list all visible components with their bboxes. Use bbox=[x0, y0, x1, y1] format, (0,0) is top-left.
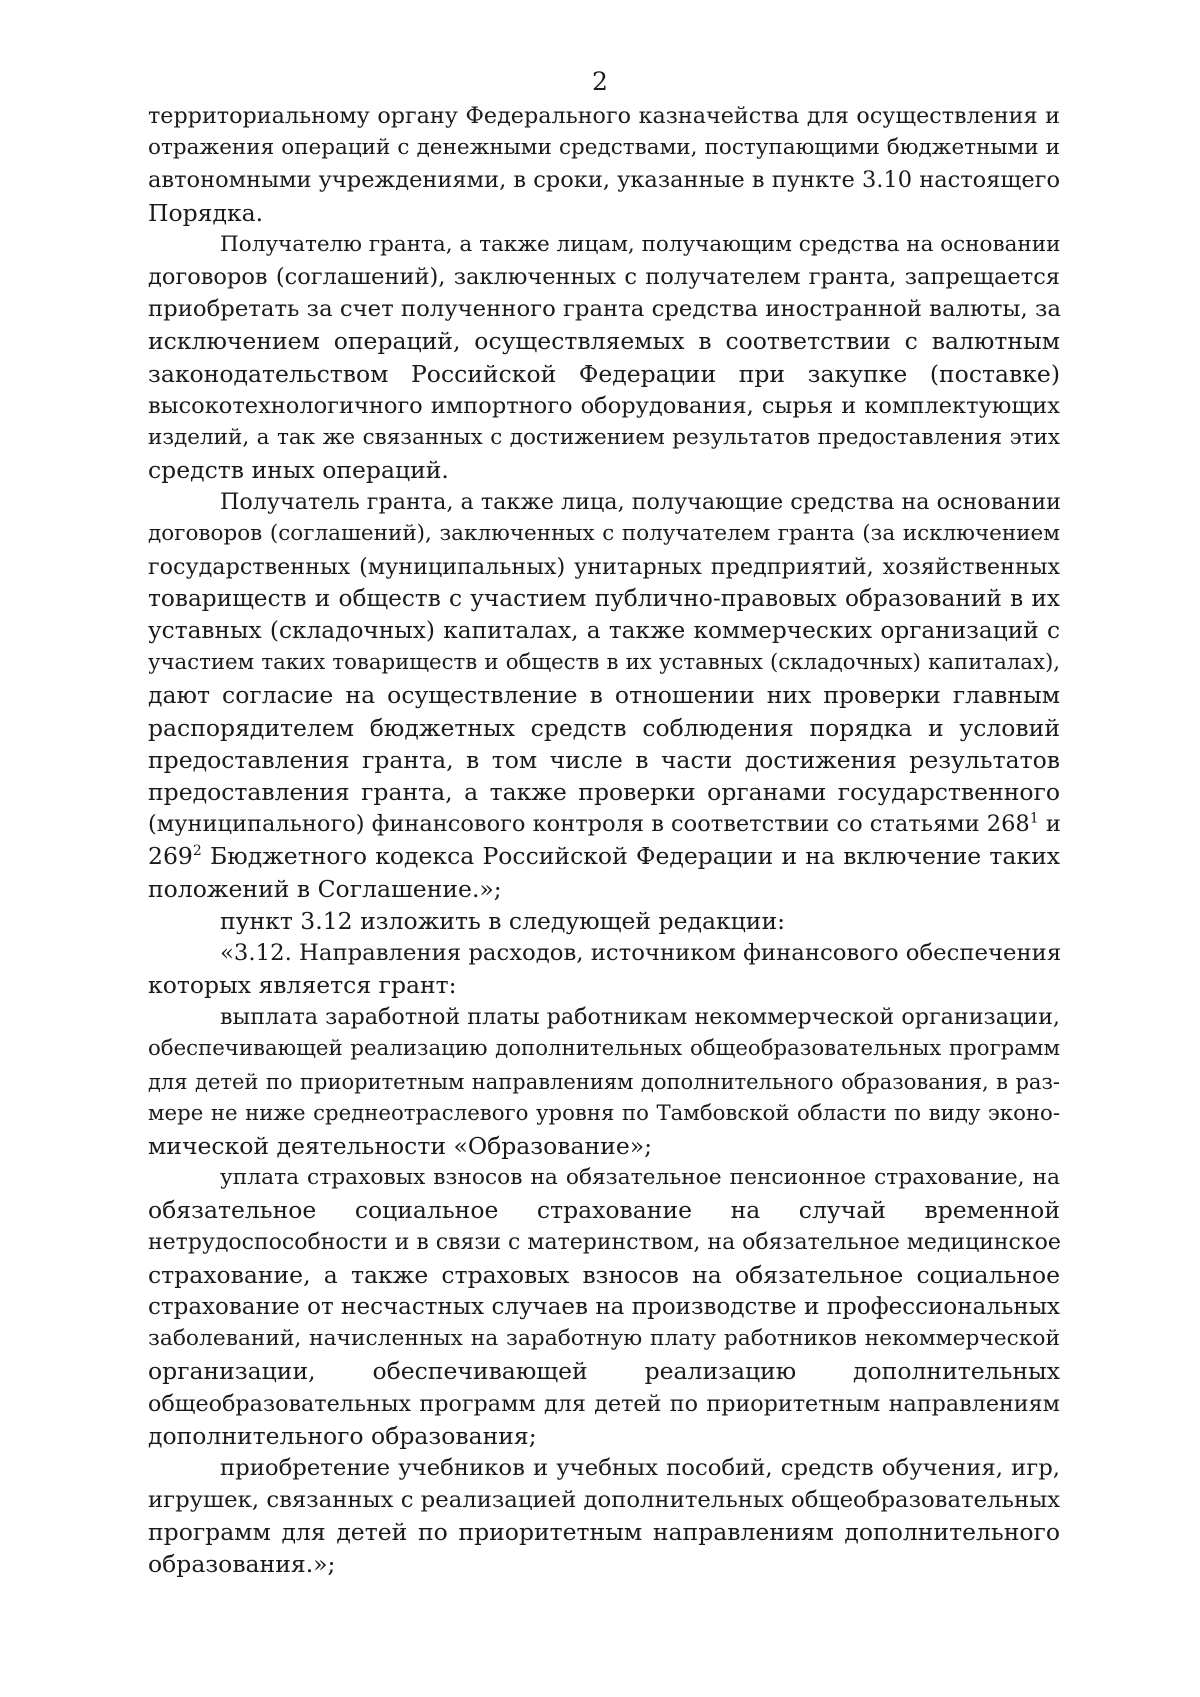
line-text: Получателю гранта, а также лицам, получающим средства на основании bbox=[220, 231, 1061, 257]
line-text: высокотехнологичного импортного оборудования, сырья и комплектующих bbox=[148, 392, 1060, 419]
superscript: 2 bbox=[192, 843, 202, 860]
text-line bbox=[148, 261, 1060, 293]
line-text: приобретать за счет полученного гранта средства иностранной валюты, за bbox=[148, 296, 1061, 323]
text-line bbox=[148, 132, 1060, 164]
text-line bbox=[148, 1194, 1060, 1226]
text-line bbox=[148, 229, 1060, 261]
text-line bbox=[148, 1548, 1060, 1580]
line-text: образования.»; bbox=[148, 1550, 336, 1579]
line-text: страхование от несчастных случаев на производстве и профессиональных bbox=[148, 1293, 1060, 1320]
line-text: дополнительного образования; bbox=[148, 1421, 537, 1450]
line-text: обязательное социальное страхование на случай временной bbox=[148, 1196, 1060, 1225]
text-line bbox=[148, 808, 1060, 840]
text-line bbox=[148, 873, 1060, 905]
line-text: Получатель гранта, а также лица, получающие средства на основании bbox=[220, 489, 1062, 516]
text-line bbox=[148, 969, 1060, 1001]
text-line bbox=[148, 1098, 1060, 1130]
line-text: пункт 3.12 изложить в следующей редакции: bbox=[220, 906, 786, 935]
line-text: законодательством Российской Федерации при закупке (поставке) bbox=[148, 359, 1060, 388]
text-line bbox=[148, 615, 1060, 647]
line-text: общеобразовательных программ для детей по приоритетным направлениям bbox=[148, 1390, 1060, 1417]
text-line bbox=[148, 293, 1060, 325]
text-line bbox=[148, 1033, 1060, 1065]
text-line bbox=[148, 422, 1060, 454]
text-line bbox=[148, 358, 1060, 390]
line-text: товариществ и обществ с участием публично-правовых образований в их bbox=[148, 584, 1060, 612]
line-text: исключением операций, осуществляемых в соответствии с валютным bbox=[148, 327, 1060, 356]
superscript: 1 bbox=[1029, 810, 1039, 827]
line-text: приобретение учебников и учебных пособий, средств обучения, игр, bbox=[220, 1454, 1060, 1481]
text-line bbox=[148, 1130, 1060, 1162]
text-line bbox=[148, 325, 1060, 357]
line-text: участием таких товариществ и обществ в их уставных (складочных) капиталах), bbox=[148, 650, 1060, 676]
text-line bbox=[148, 197, 1060, 229]
line-text: дают согласие на осуществление в отношении них проверки главным bbox=[148, 681, 1060, 710]
line-text: предоставления гранта, а также проверки органами государственного bbox=[148, 777, 1060, 806]
line-text: 269 bbox=[148, 842, 193, 871]
text-line bbox=[148, 776, 1060, 808]
page-number: 2 bbox=[592, 67, 608, 96]
line-text: (муниципального) финансового контроля в соответствии со статьями 268 bbox=[148, 811, 1030, 838]
text-line bbox=[148, 518, 1060, 550]
line-text: распорядителем бюджетных средств соблюдения порядка и условий bbox=[148, 713, 1060, 742]
line-text: уставных (складочных) капиталах, а также коммерческих организаций с bbox=[148, 617, 1060, 644]
line-text: предоставления гранта, в том числе в части достижения результатов bbox=[148, 745, 1060, 774]
line-text-tail: и bbox=[1038, 811, 1061, 838]
line-text: выплата заработной платы работникам некоммерческой организации, bbox=[220, 1004, 1060, 1031]
text-line bbox=[148, 840, 1060, 872]
line-text: игрушек, связанных с реализацией дополнительных общеобразовательных bbox=[148, 1487, 1061, 1514]
line-text: отражения операций с денежными средствами, поступающими бюджетными и bbox=[148, 135, 1060, 161]
line-text: нетрудоспособности и в связи с материнством, на обязательное медицинское bbox=[148, 1229, 1061, 1255]
text-line bbox=[148, 390, 1060, 422]
document-body bbox=[148, 100, 1060, 1581]
line-text: для детей по приоритетным направлениям дополнительного образования, в раз- bbox=[148, 1069, 1060, 1094]
text-line bbox=[148, 744, 1060, 776]
line-text: организации, обеспечивающей реализацию дополнительных bbox=[148, 1357, 1060, 1386]
text-line bbox=[148, 1388, 1060, 1420]
text-line bbox=[148, 1516, 1060, 1548]
text-line bbox=[148, 1227, 1060, 1259]
text-line bbox=[148, 551, 1060, 583]
line-text: уплата страховых взносов на обязательное пенсионное страхование, на bbox=[220, 1165, 1060, 1191]
text-line bbox=[148, 937, 1060, 969]
text-line bbox=[148, 1162, 1060, 1194]
line-text: мической деятельности «Образование»; bbox=[148, 1132, 653, 1160]
line-text-tail: Бюджетного кодекса Российской Федерации и на включение таких bbox=[201, 842, 1060, 871]
line-text: автономными учреждениями, в сроки, указанные в пункте 3.10 настоящего bbox=[148, 167, 1060, 194]
text-line bbox=[148, 486, 1060, 518]
line-text: Порядка. bbox=[148, 198, 264, 227]
text-line bbox=[148, 583, 1060, 615]
line-text: мере не ниже среднеотраслевого уровня по Тамбовской области по виду эконо- bbox=[148, 1100, 1060, 1126]
line-text: положений в Соглашение.»; bbox=[148, 874, 502, 903]
line-text: которых является грант: bbox=[148, 971, 457, 1000]
text-line bbox=[148, 1355, 1060, 1387]
line-text: территориальному органу Федерального казначейства для осуществления и bbox=[148, 103, 1060, 129]
text-line bbox=[148, 164, 1060, 196]
line-text: страхование, а также страховых взносов на обязательное социальное bbox=[148, 1260, 1060, 1289]
line-text: государственных (муниципальных) унитарных предприятий, хозяйственных bbox=[148, 553, 1060, 580]
text-line bbox=[148, 1001, 1060, 1033]
line-text: заболеваний, начисленных на заработную плату работников некоммерческой bbox=[148, 1326, 1060, 1352]
line-text: программ для детей по приоритетным направлениям дополнительного bbox=[148, 1518, 1060, 1547]
line-text: договоров (соглашений), заключенных с получателем гранта, запрещается bbox=[148, 263, 1060, 290]
text-line bbox=[148, 1420, 1060, 1452]
text-line bbox=[148, 1484, 1060, 1516]
text-line bbox=[148, 1452, 1060, 1484]
line-text: договоров (соглашений), заключенных с получателем гранта (за исключением bbox=[148, 521, 1060, 547]
text-line bbox=[148, 1259, 1060, 1291]
text-line bbox=[148, 712, 1060, 744]
line-text: «3.12. Направления расходов, источником финансового обеспечения bbox=[220, 939, 1062, 966]
text-line bbox=[148, 905, 1060, 937]
line-text: обеспечивающей реализацию дополнительных общеобразовательных программ bbox=[148, 1036, 1060, 1062]
text-line bbox=[148, 679, 1060, 711]
text-line bbox=[148, 647, 1060, 679]
line-text: средств иных операций. bbox=[148, 456, 449, 485]
text-line bbox=[148, 1066, 1060, 1098]
text-line bbox=[148, 100, 1060, 132]
text-line bbox=[148, 454, 1060, 486]
line-text: изделий, а так же связанных с достижением результатов предоставления этих bbox=[148, 424, 1060, 450]
text-line bbox=[148, 1291, 1060, 1323]
text-line bbox=[148, 1323, 1060, 1355]
